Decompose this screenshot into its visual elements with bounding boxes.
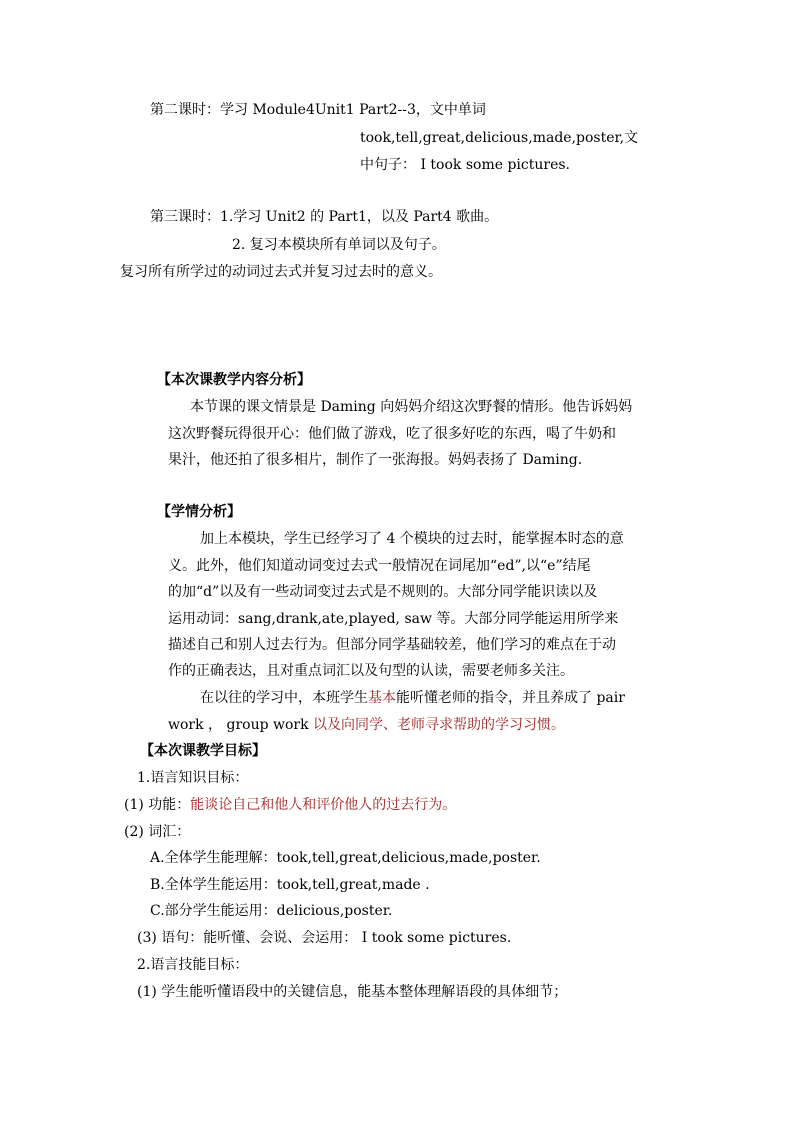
- objective-vocab-b: B.全体学生能运用：took,tell,great,made .: [150, 877, 430, 893]
- lesson2-intro: 第二课时：学习 Module4Unit1 Part2--3，文中单词: [150, 102, 486, 118]
- lesson3-item1: 第三课时：1.学习 Unit2 的 Part1，以及 Part4 歌曲。: [150, 209, 499, 225]
- objective-vocab-c: C.部分学生能运用：delicious,poster.: [150, 903, 393, 919]
- function-text: 能谈论自己和他人和评价他人的过去行为。: [190, 797, 457, 813]
- function-label: (1) 功能：: [124, 797, 191, 813]
- objective-vocab-a: A.全体学生能理解：took,tell,great,delicious,made,poster.: [150, 850, 541, 866]
- lesson2-sentence: 中句子： I took some pictures.: [360, 157, 571, 173]
- objective-language-skill: 2.语言技能目标：: [137, 957, 249, 973]
- objective-skill-1: (1) 学生能听懂语段中的关键信息，能基本整体理解语段的具体细节；: [137, 984, 568, 1000]
- student-analysis-line: 的加“d”以及有一些动词变过去式是不规则的。大部分同学能识读以及: [168, 584, 598, 600]
- content-analysis-line: 这次野餐玩得很开心：他们做了游戏，吃了很多好吃的东西，喝了牛奶和: [168, 426, 616, 442]
- lesson2-words: took,tell,great,delicious,made,poster,文: [360, 130, 639, 146]
- student-analysis-line: 描述自己和别人过去行为。但部分同学基础较差，他们学习的难点在于动: [168, 637, 616, 653]
- objective-function: [124, 795, 456, 815]
- content-analysis-heading: 【本次课教学内容分析】: [157, 372, 311, 388]
- student-analysis-heading: 【学情分析】: [157, 504, 241, 520]
- lesson3-item2: 2. 复习本模块所有单词以及句子。: [232, 237, 446, 253]
- objective-sentence: (3) 语句：能听懂、会说、会运用： I took some pictures.: [137, 930, 512, 946]
- paragraph2-text: work ， group work: [168, 717, 314, 733]
- objective-language-knowledge: 1.语言知识目标：: [137, 770, 249, 786]
- paragraph2-text: 在以往的学习中，本班学生: [200, 690, 368, 706]
- objectives-heading: 【本次课教学目标】: [140, 743, 266, 759]
- student-analysis-line: 义。此外，他们知道动词变过去式一般情况在词尾加“ed”,以“e”结尾: [168, 558, 591, 574]
- paragraph2-highlight: 基本: [368, 690, 396, 706]
- content-analysis-line: 果汁，他还拍了很多相片，制作了一张海报。妈妈表扬了 Daming.: [168, 452, 583, 468]
- student-analysis-paragraph2: [200, 688, 625, 708]
- paragraph2-highlight: 以及向同学、老师寻求帮助的学习习惯。: [313, 717, 566, 733]
- student-analysis-line: 作的正确表达，且对重点词汇以及句型的认读，需要老师多关注。: [168, 663, 574, 679]
- student-analysis-line: 运用动词：sang,drank,ate,played, saw 等。大部分同学能运用所学来: [168, 611, 619, 627]
- content-analysis-line: 本节课的课文情景是 Daming 向妈妈介绍这次野餐的情形。他告诉妈妈: [190, 399, 633, 415]
- lesson3-item3: 复习所有所学过的动词过去式并复习过去时的意义。: [120, 264, 442, 280]
- student-analysis-paragraph2-cont: [168, 715, 565, 735]
- paragraph2-text: 能听懂老师的指令，并且养成了 pair: [396, 690, 625, 706]
- student-analysis-line: 加上本模块，学生已经学习了 4 个模块的过去时，能掌握本时态的意: [200, 531, 624, 547]
- objective-vocab-label: (2) 词汇：: [124, 824, 191, 840]
